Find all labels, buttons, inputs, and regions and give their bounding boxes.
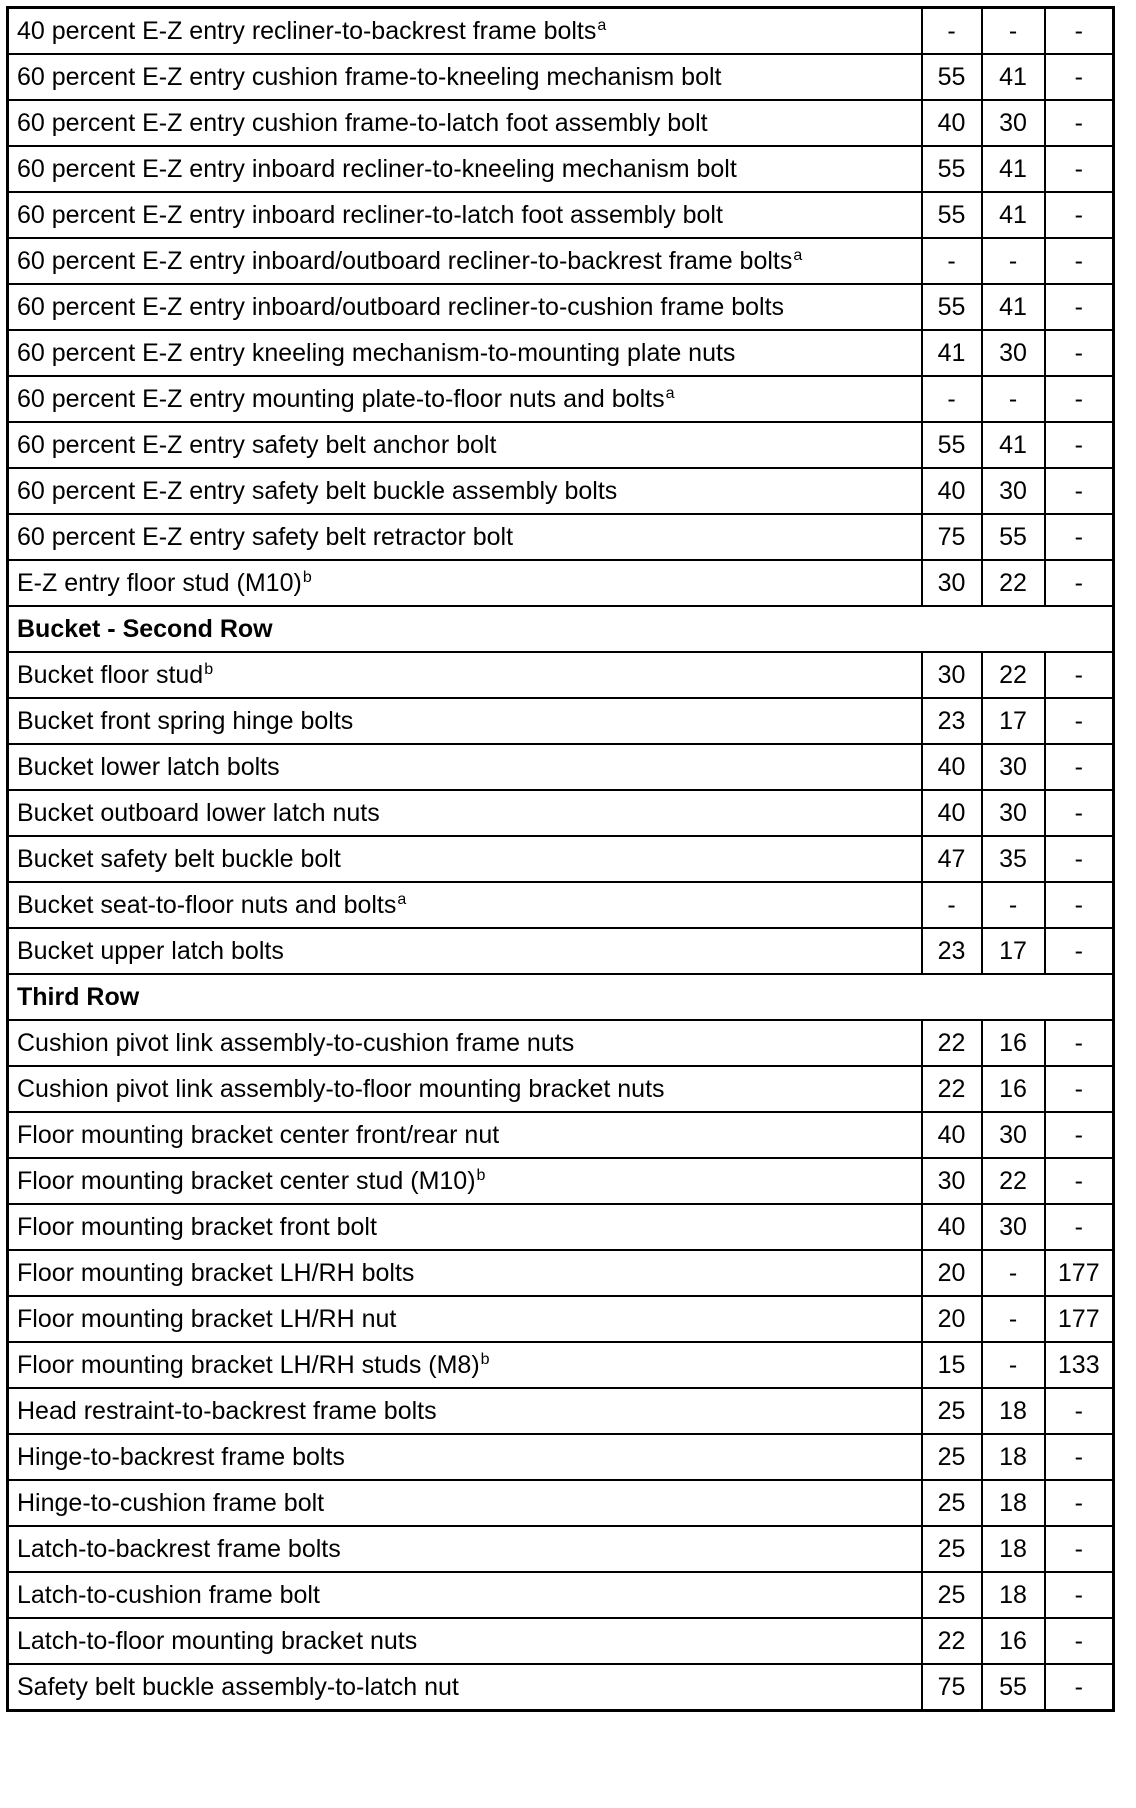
torque-lb-ft: 16 — [982, 1066, 1045, 1112]
table-row — [8, 698, 1114, 744]
torque-lb-ft: - — [982, 1296, 1045, 1342]
fastener-description — [8, 1480, 922, 1526]
footnote-marker: a — [793, 246, 803, 264]
fastener-description — [8, 330, 922, 376]
torque-nm: 40 — [922, 790, 982, 836]
fastener-description — [8, 192, 922, 238]
fastener-name: 60 percent E-Z entry inboard recliner-to-kneeling mechanism bolt — [17, 154, 737, 183]
fastener-name: 60 percent E-Z entry cushion frame-to-latch foot assembly bolt — [17, 108, 708, 137]
torque-nm: 40 — [922, 1112, 982, 1158]
table-row — [8, 284, 1114, 330]
table-row — [8, 1480, 1114, 1526]
fastener-description — [8, 1388, 922, 1434]
table-row — [8, 468, 1114, 514]
torque-nm: 55 — [922, 146, 982, 192]
table-row — [8, 560, 1114, 606]
torque-lb-in: - — [1045, 698, 1114, 744]
torque-nm: 20 — [922, 1296, 982, 1342]
torque-lb-ft: 30 — [982, 330, 1045, 376]
footnote-marker: a — [665, 384, 675, 402]
fastener-description — [8, 560, 922, 606]
torque-lb-in: - — [1045, 652, 1114, 698]
torque-nm: 30 — [922, 652, 982, 698]
torque-lb-ft: 18 — [982, 1572, 1045, 1618]
torque-lb-in: - — [1045, 100, 1114, 146]
fastener-description — [8, 1020, 922, 1066]
fastener-name: 60 percent E-Z entry safety belt buckle assembly bolts — [17, 476, 618, 505]
torque-lb-ft: 41 — [982, 54, 1045, 100]
torque-nm: 25 — [922, 1388, 982, 1434]
section-header-row — [8, 606, 1114, 652]
table-row — [8, 330, 1114, 376]
torque-lb-ft: 18 — [982, 1434, 1045, 1480]
torque-lb-ft: - — [982, 882, 1045, 928]
fastener-name: Floor mounting bracket LH/RH nut — [17, 1304, 397, 1333]
table-row — [8, 1020, 1114, 1066]
section-title: Third Row — [8, 974, 1114, 1020]
fastener-description — [8, 238, 922, 284]
fastener-description — [8, 698, 922, 744]
fastener-description — [8, 1204, 922, 1250]
torque-lb-in: - — [1045, 790, 1114, 836]
fastener-description — [8, 146, 922, 192]
torque-lb-ft: 22 — [982, 1158, 1045, 1204]
fastener-description — [8, 422, 922, 468]
fastener-name: 60 percent E-Z entry safety belt retractor bolt — [17, 522, 514, 551]
torque-lb-in: - — [1045, 284, 1114, 330]
table-row — [8, 1158, 1114, 1204]
fastener-name: 60 percent E-Z entry mounting plate-to-floor nuts and bolts — [17, 384, 665, 413]
torque-lb-ft: 17 — [982, 928, 1045, 974]
fastener-description — [8, 1066, 922, 1112]
torque-lb-ft: 16 — [982, 1020, 1045, 1066]
fastener-name: Cushion pivot link assembly-to-cushion frame nuts — [17, 1028, 575, 1057]
fastener-name: 60 percent E-Z entry kneeling mechanism-to-mounting plate nuts — [17, 338, 736, 367]
table-row — [8, 1250, 1114, 1296]
table-row — [8, 100, 1114, 146]
fastener-description — [8, 1526, 922, 1572]
footnote-marker: b — [302, 568, 312, 586]
torque-lb-in: - — [1045, 1572, 1114, 1618]
torque-nm: 25 — [922, 1480, 982, 1526]
table-row — [8, 790, 1114, 836]
torque-lb-ft: 41 — [982, 422, 1045, 468]
fastener-description — [8, 882, 922, 928]
torque-nm: 30 — [922, 1158, 982, 1204]
fastener-description — [8, 1158, 922, 1204]
table-row — [8, 238, 1114, 284]
table-row — [8, 1342, 1114, 1388]
torque-lb-in: - — [1045, 1066, 1114, 1112]
torque-lb-in: - — [1045, 1434, 1114, 1480]
fastener-name: Floor mounting bracket LH/RH studs (M8) — [17, 1350, 480, 1379]
fastener-description — [8, 1342, 922, 1388]
torque-nm: 55 — [922, 422, 982, 468]
torque-lb-ft: 41 — [982, 284, 1045, 330]
torque-lb-ft: 16 — [982, 1618, 1045, 1664]
table-row — [8, 1112, 1114, 1158]
fastener-torque-table — [6, 6, 1115, 1712]
fastener-name: Floor mounting bracket center stud (M10) — [17, 1166, 476, 1195]
table-row — [8, 1066, 1114, 1112]
fastener-description — [8, 1664, 922, 1711]
footnote-marker: a — [597, 16, 607, 34]
torque-lb-ft: 30 — [982, 100, 1045, 146]
table-body — [8, 8, 1114, 1711]
torque-lb-in: - — [1045, 1526, 1114, 1572]
torque-nm: 23 — [922, 698, 982, 744]
fastener-name: Floor mounting bracket center front/rear nut — [17, 1120, 500, 1149]
torque-lb-in: 177 — [1045, 1296, 1114, 1342]
torque-lb-in: - — [1045, 836, 1114, 882]
footnote-marker: a — [397, 890, 407, 908]
table-row — [8, 1434, 1114, 1480]
torque-lb-in: - — [1045, 1020, 1114, 1066]
table-row — [8, 146, 1114, 192]
torque-nm: 55 — [922, 54, 982, 100]
footnote-marker: b — [476, 1166, 486, 1184]
torque-nm: 40 — [922, 468, 982, 514]
table-row — [8, 1204, 1114, 1250]
table-row — [8, 744, 1114, 790]
table-row — [8, 8, 1114, 55]
torque-nm: - — [922, 8, 982, 55]
torque-lb-ft: 30 — [982, 468, 1045, 514]
torque-nm: 55 — [922, 284, 982, 330]
table-row — [8, 422, 1114, 468]
fastener-description — [8, 54, 922, 100]
table-row — [8, 1526, 1114, 1572]
torque-lb-in: 177 — [1045, 1250, 1114, 1296]
torque-lb-in: - — [1045, 1618, 1114, 1664]
fastener-name: Bucket outboard lower latch nuts — [17, 798, 380, 827]
fastener-description — [8, 1250, 922, 1296]
fastener-description — [8, 744, 922, 790]
fastener-description — [8, 1618, 922, 1664]
torque-nm: - — [922, 882, 982, 928]
torque-lb-ft: 22 — [982, 560, 1045, 606]
torque-lb-ft: 30 — [982, 1204, 1045, 1250]
fastener-name: Latch-to-backrest frame bolts — [17, 1534, 341, 1563]
torque-nm: 55 — [922, 192, 982, 238]
section-title: Bucket - Second Row — [8, 606, 1114, 652]
torque-nm: 20 — [922, 1250, 982, 1296]
fastener-name: Bucket upper latch bolts — [17, 936, 284, 965]
torque-lb-in: - — [1045, 468, 1114, 514]
table-row — [8, 1388, 1114, 1434]
torque-lb-in: - — [1045, 928, 1114, 974]
torque-lb-ft: - — [982, 238, 1045, 284]
torque-lb-ft: 55 — [982, 514, 1045, 560]
fastener-name: Bucket floor stud — [17, 660, 204, 689]
fastener-name: Hinge-to-cushion frame bolt — [17, 1488, 325, 1517]
torque-nm: 22 — [922, 1020, 982, 1066]
torque-lb-in: - — [1045, 238, 1114, 284]
table-row — [8, 54, 1114, 100]
torque-nm: 23 — [922, 928, 982, 974]
fastener-name: 60 percent E-Z entry inboard/outboard recliner-to-backrest frame bolts — [17, 246, 793, 275]
torque-lb-in: 133 — [1045, 1342, 1114, 1388]
torque-nm: 15 — [922, 1342, 982, 1388]
torque-lb-in: - — [1045, 1480, 1114, 1526]
fastener-description — [8, 284, 922, 330]
fastener-description — [8, 652, 922, 698]
torque-nm: - — [922, 376, 982, 422]
torque-lb-ft: 17 — [982, 698, 1045, 744]
table-row — [8, 928, 1114, 974]
table-row — [8, 1572, 1114, 1618]
fastener-name: Floor mounting bracket front bolt — [17, 1212, 377, 1241]
torque-lb-in: - — [1045, 192, 1114, 238]
table-row — [8, 1618, 1114, 1664]
fastener-name: Bucket front spring hinge bolts — [17, 706, 354, 735]
table-row — [8, 1296, 1114, 1342]
fastener-description — [8, 1112, 922, 1158]
torque-lb-ft: - — [982, 1250, 1045, 1296]
torque-nm: 41 — [922, 330, 982, 376]
fastener-description — [8, 1296, 922, 1342]
torque-nm: - — [922, 238, 982, 284]
torque-lb-in: - — [1045, 1158, 1114, 1204]
torque-lb-ft: - — [982, 1342, 1045, 1388]
footnote-marker: b — [204, 660, 214, 678]
torque-nm: 30 — [922, 560, 982, 606]
torque-nm: 25 — [922, 1572, 982, 1618]
fastener-name: Latch-to-cushion frame bolt — [17, 1580, 320, 1609]
fastener-description — [8, 836, 922, 882]
fastener-name: 40 percent E-Z entry recliner-to-backrest frame bolts — [17, 16, 597, 45]
torque-lb-in: - — [1045, 1664, 1114, 1711]
torque-lb-in: - — [1045, 54, 1114, 100]
fastener-name: E-Z entry floor stud (M10) — [17, 568, 302, 597]
torque-lb-in: - — [1045, 514, 1114, 560]
fastener-name: Latch-to-floor mounting bracket nuts — [17, 1626, 418, 1655]
fastener-name: 60 percent E-Z entry inboard recliner-to-latch foot assembly bolt — [17, 200, 723, 229]
fastener-name: Bucket safety belt buckle bolt — [17, 844, 341, 873]
torque-lb-ft: 41 — [982, 146, 1045, 192]
torque-lb-ft: 30 — [982, 1112, 1045, 1158]
torque-nm: 75 — [922, 1664, 982, 1711]
torque-lb-ft: 30 — [982, 744, 1045, 790]
fastener-name: Floor mounting bracket LH/RH bolts — [17, 1258, 415, 1287]
torque-lb-in: - — [1045, 1204, 1114, 1250]
torque-lb-ft: 18 — [982, 1480, 1045, 1526]
fastener-name: 60 percent E-Z entry cushion frame-to-kneeling mechanism bolt — [17, 62, 722, 91]
torque-nm: 22 — [922, 1066, 982, 1112]
torque-lb-in: - — [1045, 146, 1114, 192]
fastener-description — [8, 928, 922, 974]
table-row — [8, 192, 1114, 238]
torque-nm: 40 — [922, 1204, 982, 1250]
table-row — [8, 1664, 1114, 1711]
torque-lb-ft: 18 — [982, 1388, 1045, 1434]
torque-nm: 75 — [922, 514, 982, 560]
torque-nm: 47 — [922, 836, 982, 882]
fastener-name: Head restraint-to-backrest frame bolts — [17, 1396, 437, 1425]
fastener-description — [8, 8, 922, 55]
torque-lb-in: - — [1045, 560, 1114, 606]
fastener-description — [8, 1434, 922, 1480]
fastener-name: 60 percent E-Z entry inboard/outboard recliner-to-cushion frame bolts — [17, 292, 785, 321]
torque-nm: 25 — [922, 1526, 982, 1572]
torque-nm: 22 — [922, 1618, 982, 1664]
table-row — [8, 652, 1114, 698]
torque-lb-in: - — [1045, 1112, 1114, 1158]
torque-lb-in: - — [1045, 1388, 1114, 1434]
fastener-name: Bucket seat-to-floor nuts and bolts — [17, 890, 397, 919]
table-row — [8, 836, 1114, 882]
torque-lb-in: - — [1045, 376, 1114, 422]
fastener-description — [8, 468, 922, 514]
torque-lb-ft: 18 — [982, 1526, 1045, 1572]
fastener-name: Bucket lower latch bolts — [17, 752, 280, 781]
fastener-name: Hinge-to-backrest frame bolts — [17, 1442, 345, 1471]
section-header-row — [8, 974, 1114, 1020]
torque-lb-in: - — [1045, 422, 1114, 468]
fastener-description — [8, 376, 922, 422]
torque-lb-in: - — [1045, 882, 1114, 928]
torque-lb-ft: 22 — [982, 652, 1045, 698]
torque-lb-ft: 35 — [982, 836, 1045, 882]
table-row — [8, 376, 1114, 422]
footnote-marker: b — [480, 1350, 490, 1368]
fastener-description — [8, 514, 922, 560]
torque-lb-ft: - — [982, 376, 1045, 422]
torque-lb-ft: 41 — [982, 192, 1045, 238]
torque-nm: 40 — [922, 744, 982, 790]
torque-lb-ft: 55 — [982, 1664, 1045, 1711]
torque-lb-in: - — [1045, 8, 1114, 55]
torque-nm: 40 — [922, 100, 982, 146]
torque-nm: 25 — [922, 1434, 982, 1480]
torque-lb-ft: - — [982, 8, 1045, 55]
torque-lb-in: - — [1045, 744, 1114, 790]
fastener-description — [8, 1572, 922, 1618]
table-row — [8, 882, 1114, 928]
fastener-description — [8, 790, 922, 836]
fastener-name: Cushion pivot link assembly-to-floor mounting bracket nuts — [17, 1074, 665, 1103]
torque-lb-in: - — [1045, 330, 1114, 376]
torque-lb-ft: 30 — [982, 790, 1045, 836]
fastener-name: 60 percent E-Z entry safety belt anchor bolt — [17, 430, 497, 459]
fastener-description — [8, 100, 922, 146]
table-row — [8, 514, 1114, 560]
fastener-name: Safety belt buckle assembly-to-latch nut — [17, 1672, 459, 1701]
